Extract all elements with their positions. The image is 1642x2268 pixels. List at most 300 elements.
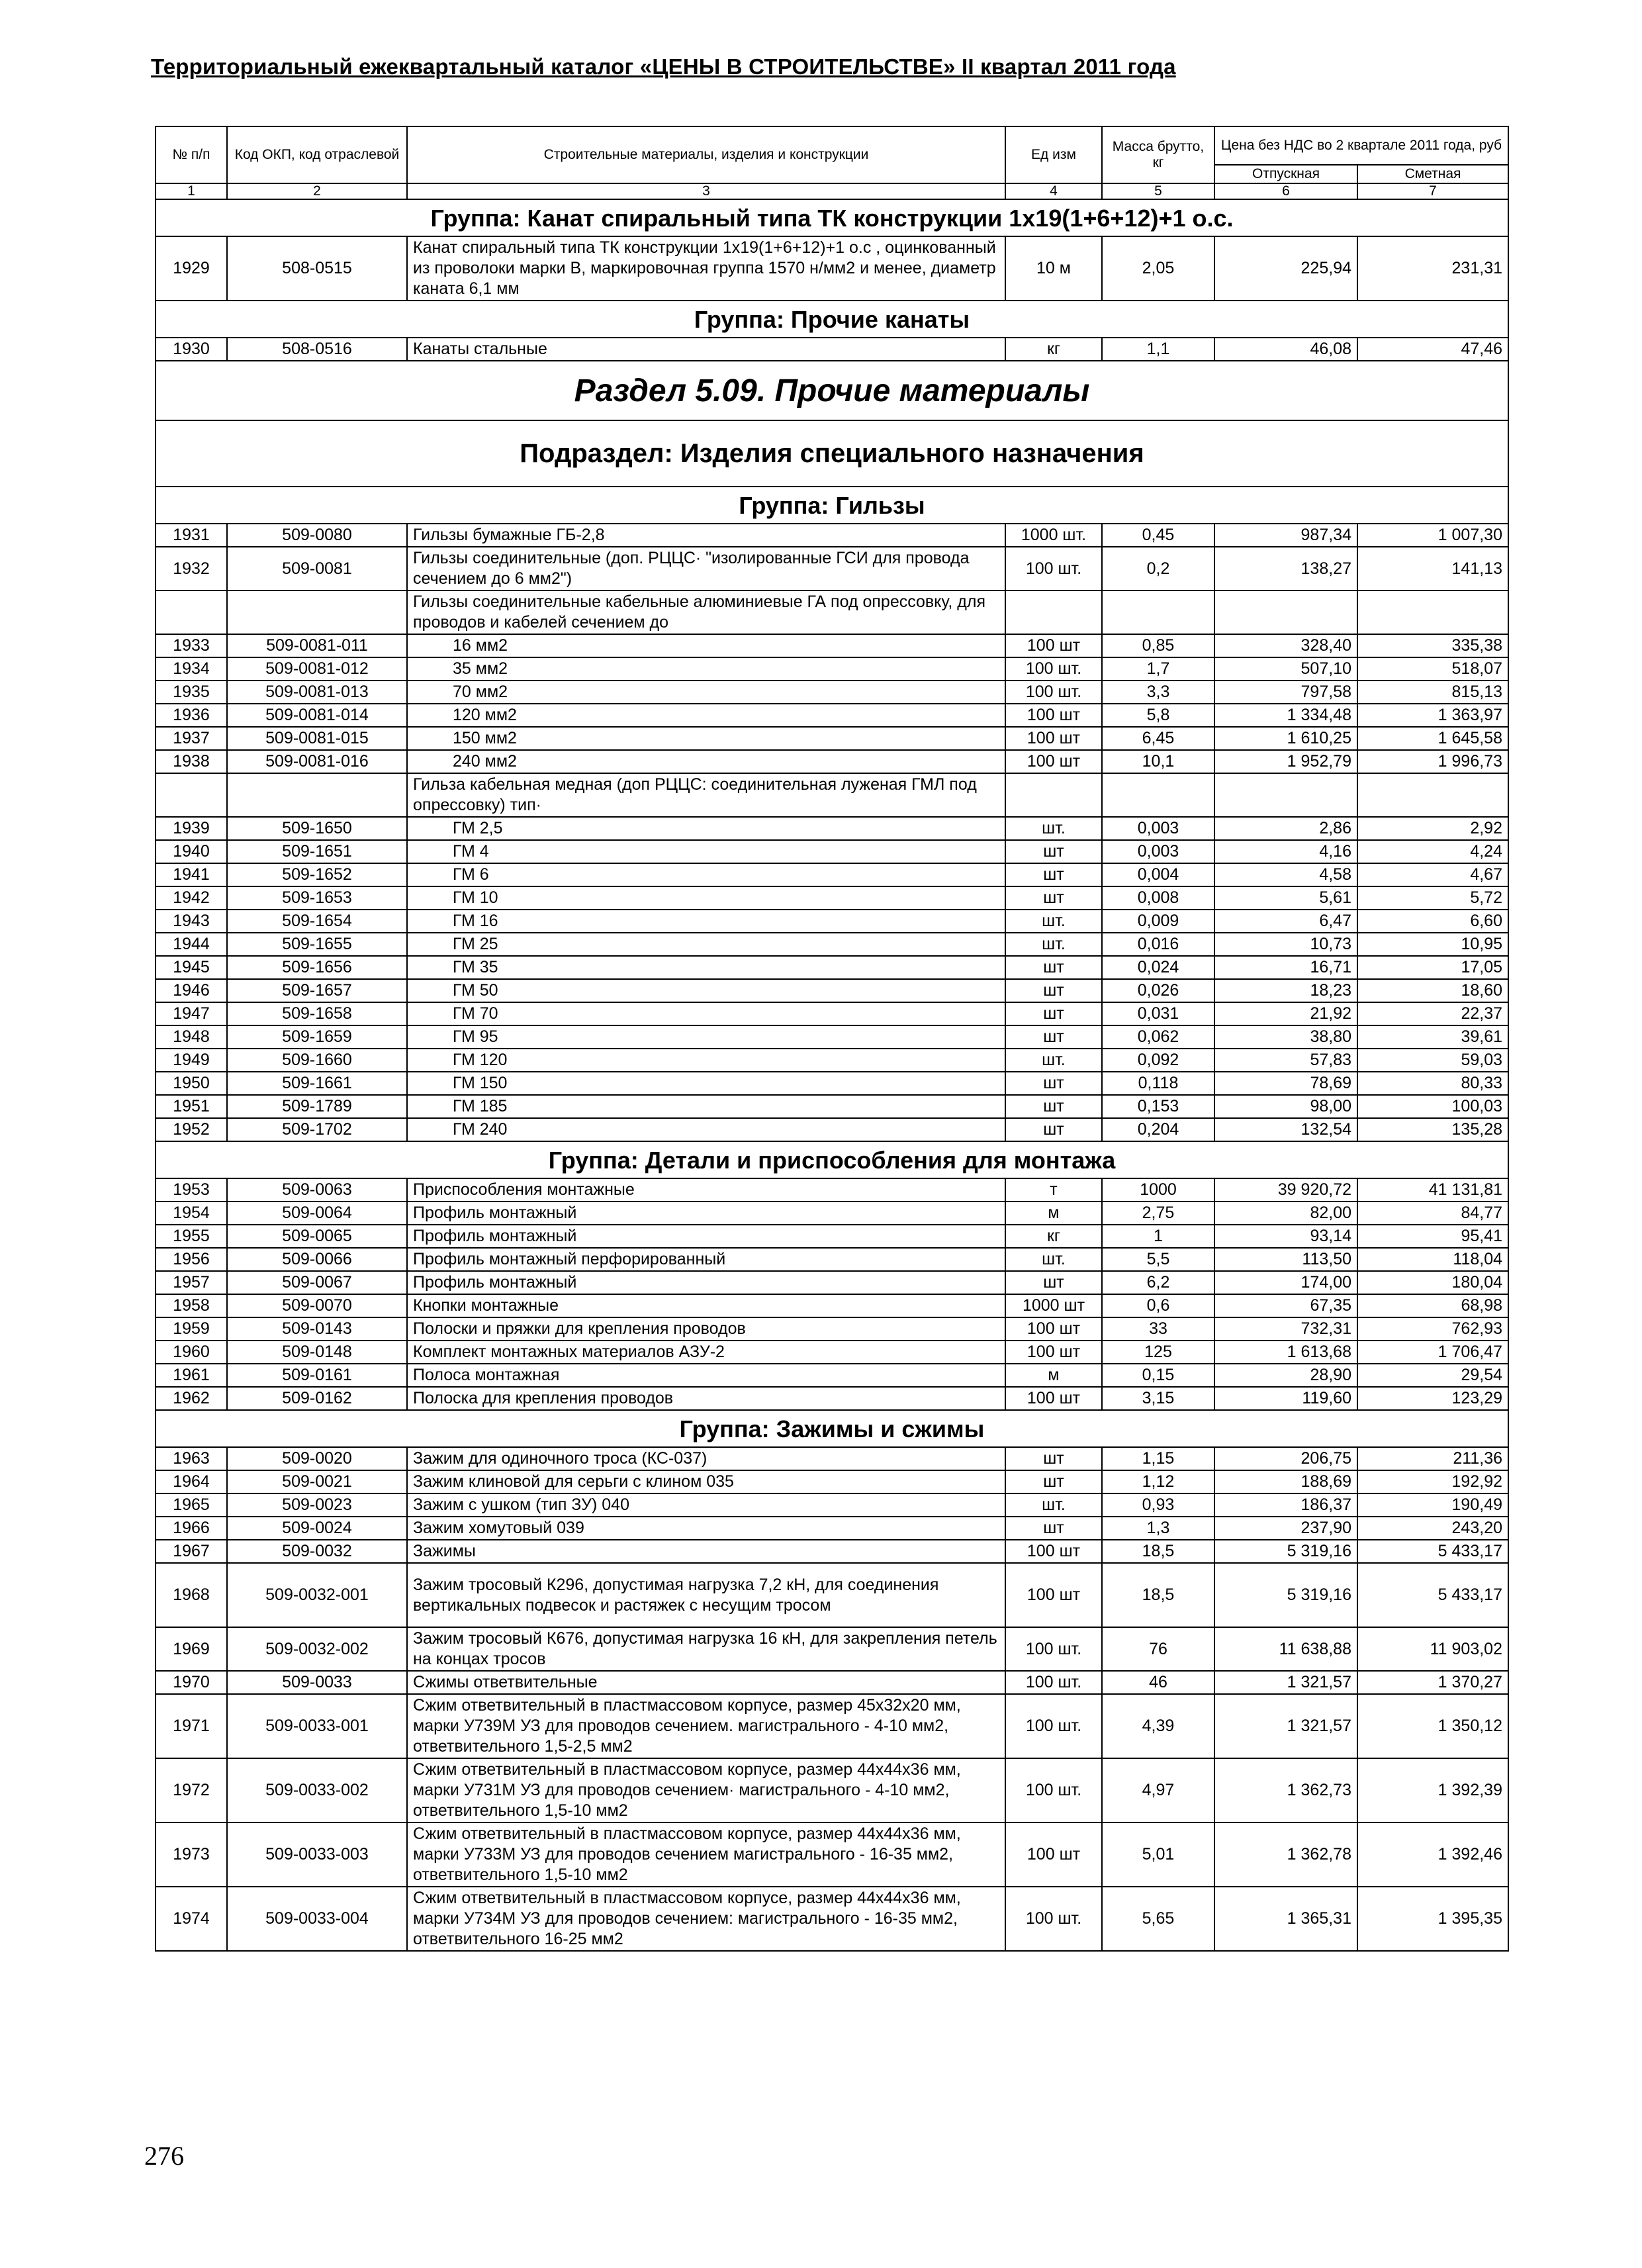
row-mass: 1000	[1102, 1178, 1214, 1202]
table-row	[156, 1002, 1508, 1025]
table-row	[156, 1049, 1508, 1072]
row-number: 1947	[156, 1002, 227, 1025]
row-code: 509-1660	[227, 1049, 407, 1072]
row-unit: шт.	[1005, 1049, 1102, 1072]
row-name: Сжим ответвительный в пластмассовом корпусе, размер 45x32x20 мм, марки У739М УЗ для проводов сечением. магистрального - 4-10 мм2, ответвительного 1,5-2,5 мм2	[407, 1694, 1005, 1758]
row-price-sale: 1 362,78	[1214, 1822, 1357, 1887]
row-code: 509-1658	[227, 1002, 407, 1025]
row-number: 1966	[156, 1517, 227, 1540]
row-unit: шт	[1005, 1447, 1102, 1470]
table-row	[156, 591, 1508, 634]
row-number: 1957	[156, 1271, 227, 1294]
table-row	[156, 773, 1508, 817]
row-mass: 5,5	[1102, 1248, 1214, 1271]
group-heading-row	[156, 199, 1508, 236]
row-price-sale: 119,60	[1214, 1387, 1357, 1410]
row-number: 1955	[156, 1225, 227, 1248]
row-unit: шт.	[1005, 933, 1102, 956]
table-row	[156, 1540, 1508, 1563]
row-unit: шт	[1005, 1025, 1102, 1049]
group-heading: Группа: Прочие канаты	[156, 301, 1508, 338]
row-price-sale: 1 334,48	[1214, 704, 1357, 727]
table-row	[156, 524, 1508, 547]
row-mass: 125	[1102, 1341, 1214, 1364]
column-number: 6	[1214, 183, 1357, 199]
row-name: Сжимы ответвительные	[407, 1671, 1005, 1694]
row-mass: 0,15	[1102, 1364, 1214, 1387]
row-mass: 0,204	[1102, 1118, 1214, 1141]
table-row	[156, 1294, 1508, 1317]
column-number: 1	[156, 183, 227, 199]
row-price-estimate: 100,03	[1357, 1095, 1508, 1118]
row-price-sale: 21,92	[1214, 1002, 1357, 1025]
row-unit: м	[1005, 1364, 1102, 1387]
row-code: 509-0081-011	[227, 634, 407, 657]
row-unit: шт.	[1005, 1493, 1102, 1517]
table-row	[156, 1202, 1508, 1225]
row-number: 1973	[156, 1822, 227, 1887]
row-name: Зажим с ушком (тип ЗУ) 040	[407, 1493, 1005, 1517]
group-heading-row	[156, 1410, 1508, 1447]
row-price-estimate: 1 370,27	[1357, 1671, 1508, 1694]
row-code: 509-0033	[227, 1671, 407, 1694]
row-mass: 1,3	[1102, 1517, 1214, 1540]
row-number: 1936	[156, 704, 227, 727]
table-row	[156, 547, 1508, 591]
column-number: 2	[227, 183, 407, 199]
row-name: 120 мм2	[407, 704, 1005, 727]
table-row	[156, 817, 1508, 840]
row-price-estimate: 39,61	[1357, 1025, 1508, 1049]
row-name: ГМ 240	[407, 1118, 1005, 1141]
row-mass: 5,8	[1102, 704, 1214, 727]
row-price-sale: 225,94	[1214, 236, 1357, 301]
column-header-num: № п/п	[156, 126, 227, 183]
row-number: 1971	[156, 1694, 227, 1758]
row-number: 1945	[156, 956, 227, 979]
row-price-estimate: 5 433,17	[1357, 1563, 1508, 1627]
row-unit: 100 шт	[1005, 1317, 1102, 1341]
row-unit: шт	[1005, 863, 1102, 886]
row-name: Зажимы	[407, 1540, 1005, 1563]
column-number: 3	[407, 183, 1005, 199]
row-code: 509-0024	[227, 1517, 407, 1540]
table-row	[156, 338, 1508, 361]
row-price-estimate: 5,72	[1357, 886, 1508, 910]
table-row	[156, 886, 1508, 910]
row-name: 240 мм2	[407, 750, 1005, 773]
row-name: ГМ 4	[407, 840, 1005, 863]
row-number: 1948	[156, 1025, 227, 1049]
table-row	[156, 1248, 1508, 1271]
row-price-estimate: 17,05	[1357, 956, 1508, 979]
row-unit: 100 шт	[1005, 1822, 1102, 1887]
row-mass: 18,5	[1102, 1563, 1214, 1627]
table-row	[156, 1470, 1508, 1493]
row-number: 1970	[156, 1671, 227, 1694]
row-number: 1967	[156, 1540, 227, 1563]
row-code: 509-1661	[227, 1072, 407, 1095]
row-unit: шт.	[1005, 1248, 1102, 1271]
row-name: Полоски и пряжки для крепления проводов	[407, 1317, 1005, 1341]
row-unit: 100 шт	[1005, 727, 1102, 750]
row-unit: шт	[1005, 886, 1102, 910]
row-mass: 4,97	[1102, 1758, 1214, 1822]
table-row	[156, 1364, 1508, 1387]
row-number: 1929	[156, 236, 227, 301]
subsection-heading-row	[156, 420, 1508, 487]
row-unit: 100 шт	[1005, 704, 1102, 727]
row-code: 509-0148	[227, 1341, 407, 1364]
catalog-header-title: Территориальный ежеквартальный каталог «ЦЕНЫ В СТРОИТЕЛЬСТВЕ» II квартал 2011 года	[151, 54, 1176, 79]
row-price-estimate: 762,93	[1357, 1317, 1508, 1341]
table-row	[156, 236, 1508, 301]
row-code: 509-1653	[227, 886, 407, 910]
column-header-mass: Масса брутто, кг	[1102, 126, 1214, 183]
row-code: 509-1657	[227, 979, 407, 1002]
row-price-sale: 237,90	[1214, 1517, 1357, 1540]
row-price-sale: 1 952,79	[1214, 750, 1357, 773]
row-price-estimate: 118,04	[1357, 1248, 1508, 1271]
row-price-sale: 16,71	[1214, 956, 1357, 979]
row-code: 509-0161	[227, 1364, 407, 1387]
row-unit	[1005, 591, 1102, 634]
row-number: 1949	[156, 1049, 227, 1072]
row-name: ГМ 50	[407, 979, 1005, 1002]
row-price-estimate: 1 350,12	[1357, 1694, 1508, 1758]
row-mass: 0,003	[1102, 840, 1214, 863]
row-number: 1969	[156, 1627, 227, 1671]
row-name: 70 мм2	[407, 681, 1005, 704]
row-name: Комплект монтажных материалов АЗУ-2	[407, 1341, 1005, 1364]
column-header-price-group: Цена без НДС во 2 квартале 2011 года, руб	[1214, 126, 1508, 165]
row-unit: шт	[1005, 1072, 1102, 1095]
group-heading-row	[156, 301, 1508, 338]
row-unit: 1000 шт.	[1005, 524, 1102, 547]
row-price-estimate: 1 392,46	[1357, 1822, 1508, 1887]
row-price-sale: 206,75	[1214, 1447, 1357, 1470]
row-price-estimate: 22,37	[1357, 1002, 1508, 1025]
row-code: 509-1789	[227, 1095, 407, 1118]
column-number: 7	[1357, 183, 1508, 199]
row-mass: 5,01	[1102, 1822, 1214, 1887]
row-number: 1974	[156, 1887, 227, 1951]
row-price-sale: 186,37	[1214, 1493, 1357, 1517]
row-price-estimate	[1357, 773, 1508, 817]
row-code: 509-0081-012	[227, 657, 407, 681]
row-price-estimate: 59,03	[1357, 1049, 1508, 1072]
table-row	[156, 1072, 1508, 1095]
table-row	[156, 1563, 1508, 1627]
row-number: 1953	[156, 1178, 227, 1202]
row-name: Профиль монтажный	[407, 1271, 1005, 1294]
row-price-estimate: 335,38	[1357, 634, 1508, 657]
table-row	[156, 1887, 1508, 1951]
row-mass: 46	[1102, 1671, 1214, 1694]
row-number: 1952	[156, 1118, 227, 1141]
row-code: 509-0081-016	[227, 750, 407, 773]
row-unit: 100 шт.	[1005, 1887, 1102, 1951]
row-price-sale: 18,23	[1214, 979, 1357, 1002]
row-price-estimate: 180,04	[1357, 1271, 1508, 1294]
row-code: 509-0033-003	[227, 1822, 407, 1887]
row-name: ГМ 16	[407, 910, 1005, 933]
table-row	[156, 910, 1508, 933]
table-row	[156, 681, 1508, 704]
row-price-estimate: 135,28	[1357, 1118, 1508, 1141]
row-mass	[1102, 591, 1214, 634]
row-name: ГМ 6	[407, 863, 1005, 886]
table-row	[156, 727, 1508, 750]
row-mass	[1102, 773, 1214, 817]
row-code: 509-0064	[227, 1202, 407, 1225]
row-unit: 100 шт	[1005, 1540, 1102, 1563]
row-price-estimate: 231,31	[1357, 236, 1508, 301]
column-header-price-sale: Отпускная	[1214, 165, 1357, 183]
row-mass: 0,118	[1102, 1072, 1214, 1095]
row-number: 1938	[156, 750, 227, 773]
row-price-sale: 328,40	[1214, 634, 1357, 657]
row-number: 1961	[156, 1364, 227, 1387]
row-price-estimate: 18,60	[1357, 979, 1508, 1002]
row-code: 509-0162	[227, 1387, 407, 1410]
row-unit: м	[1005, 1202, 1102, 1225]
row-code: 509-0033-002	[227, 1758, 407, 1822]
row-number	[156, 591, 227, 634]
row-code: 509-0081-015	[227, 727, 407, 750]
row-code: 508-0515	[227, 236, 407, 301]
row-unit: кг	[1005, 1225, 1102, 1248]
row-unit: шт.	[1005, 817, 1102, 840]
table-row	[156, 1627, 1508, 1671]
row-unit: 100 шт	[1005, 1341, 1102, 1364]
row-price-sale: 5 319,16	[1214, 1540, 1357, 1563]
row-name: Гильзы соединительные (доп. РЦЦС· "изолированные ГСИ для провода сечением до 6 мм2")	[407, 547, 1005, 591]
row-price-estimate: 2,92	[1357, 817, 1508, 840]
row-number: 1932	[156, 547, 227, 591]
row-price-estimate: 68,98	[1357, 1294, 1508, 1317]
row-price-estimate: 47,46	[1357, 338, 1508, 361]
row-price-sale: 93,14	[1214, 1225, 1357, 1248]
row-name: Зажим тросовый К296, допустимая нагрузка 7,2 кН, для соединения вертикальных подвесок и растяжек с несущим тросом	[407, 1563, 1005, 1627]
table-row	[156, 956, 1508, 979]
row-mass: 3,3	[1102, 681, 1214, 704]
row-mass: 0,009	[1102, 910, 1214, 933]
row-price-sale: 39 920,72	[1214, 1178, 1357, 1202]
row-code	[227, 773, 407, 817]
row-unit: 10 м	[1005, 236, 1102, 301]
row-code: 509-0021	[227, 1470, 407, 1493]
table-row	[156, 979, 1508, 1002]
row-mass: 2,05	[1102, 236, 1214, 301]
row-name: Канаты стальные	[407, 338, 1005, 361]
row-unit: 100 шт.	[1005, 547, 1102, 591]
row-code: 509-0070	[227, 1294, 407, 1317]
table-row	[156, 1671, 1508, 1694]
row-unit: шт	[1005, 1271, 1102, 1294]
row-number: 1930	[156, 338, 227, 361]
row-mass: 3,15	[1102, 1387, 1214, 1410]
row-name: Сжим ответвительный в пластмассовом корпусе, размер 44x44x36 мм, марки У734М УЗ для проводов сечением: магистрального - 16-35 мм2, ответвительного 16-25 мм2	[407, 1887, 1005, 1951]
row-mass: 76	[1102, 1627, 1214, 1671]
row-name: ГМ 120	[407, 1049, 1005, 1072]
row-price-sale: 38,80	[1214, 1025, 1357, 1049]
column-header-unit: Ед изм	[1005, 126, 1102, 183]
group-heading-row	[156, 487, 1508, 524]
row-code: 509-1650	[227, 817, 407, 840]
row-number: 1931	[156, 524, 227, 547]
row-code: 509-0063	[227, 1178, 407, 1202]
row-name: Зажим для одиночного троса (КС-037)	[407, 1447, 1005, 1470]
row-number: 1964	[156, 1470, 227, 1493]
row-number: 1958	[156, 1294, 227, 1317]
row-name: ГМ 2,5	[407, 817, 1005, 840]
row-name: Профиль монтажный	[407, 1202, 1005, 1225]
table-row	[156, 1694, 1508, 1758]
row-mass: 1,12	[1102, 1470, 1214, 1493]
row-name: Зажим клиновой для серьги с клином 035	[407, 1470, 1005, 1493]
row-number: 1950	[156, 1072, 227, 1095]
row-price-sale	[1214, 773, 1357, 817]
row-price-estimate: 6,60	[1357, 910, 1508, 933]
row-code: 509-0066	[227, 1248, 407, 1271]
row-name: Приспособления монтажные	[407, 1178, 1005, 1202]
group-heading: Группа: Гильзы	[156, 487, 1508, 524]
row-name: Гильзы бумажные ГБ-2,8	[407, 524, 1005, 547]
row-code: 509-0032-002	[227, 1627, 407, 1671]
row-number: 1962	[156, 1387, 227, 1410]
row-price-sale: 28,90	[1214, 1364, 1357, 1387]
row-number: 1963	[156, 1447, 227, 1470]
row-price-sale: 1 321,57	[1214, 1694, 1357, 1758]
row-price-estimate: 123,29	[1357, 1387, 1508, 1410]
row-name: Зажим тросовый К676, допустимая нагрузка 16 кН, для закрепления петель на концах тросов	[407, 1627, 1005, 1671]
row-number: 1934	[156, 657, 227, 681]
page-number: 276	[144, 2141, 184, 2171]
row-number: 1939	[156, 817, 227, 840]
row-price-estimate	[1357, 591, 1508, 634]
row-code: 509-0065	[227, 1225, 407, 1248]
row-unit: шт	[1005, 1470, 1102, 1493]
row-mass: 0,93	[1102, 1493, 1214, 1517]
row-price-sale: 113,50	[1214, 1248, 1357, 1271]
row-price-estimate: 1 996,73	[1357, 750, 1508, 773]
row-price-sale: 5 319,16	[1214, 1563, 1357, 1627]
row-code: 509-0033-001	[227, 1694, 407, 1758]
table-row	[156, 1025, 1508, 1049]
row-unit: 1000 шт	[1005, 1294, 1102, 1317]
row-price-estimate: 1 363,97	[1357, 704, 1508, 727]
row-unit: шт	[1005, 956, 1102, 979]
row-unit: шт	[1005, 1002, 1102, 1025]
row-price-estimate: 815,13	[1357, 681, 1508, 704]
table-row	[156, 657, 1508, 681]
row-mass: 0,004	[1102, 863, 1214, 886]
row-name: Гильзы соединительные кабельные алюминиевые ГА под опрессовку, для проводов и кабелей сечением до	[407, 591, 1005, 634]
row-number	[156, 773, 227, 817]
row-number: 1965	[156, 1493, 227, 1517]
price-table	[155, 126, 1509, 1952]
row-name: ГМ 35	[407, 956, 1005, 979]
row-price-sale: 5,61	[1214, 886, 1357, 910]
table-row	[156, 750, 1508, 773]
row-mass: 0,2	[1102, 547, 1214, 591]
row-unit: шт	[1005, 1517, 1102, 1540]
row-number: 1959	[156, 1317, 227, 1341]
row-name: Сжим ответвительный в пластмассовом корпусе, размер 44x44x36 мм, марки У733М УЗ для проводов сечением магистрального - 16-35 мм2, ответвительного 1,5-10 мм2	[407, 1822, 1005, 1887]
row-unit: 100 шт.	[1005, 657, 1102, 681]
group-heading: Группа: Канат спиральный типа ТК конструкции 1x19(1+6+12)+1 о.с.	[156, 199, 1508, 236]
row-name: ГМ 150	[407, 1072, 1005, 1095]
row-price-estimate: 1 007,30	[1357, 524, 1508, 547]
row-mass: 0,6	[1102, 1294, 1214, 1317]
row-code: 509-0143	[227, 1317, 407, 1341]
row-name: Профиль монтажный перфорированный	[407, 1248, 1005, 1271]
column-number: 5	[1102, 183, 1214, 199]
row-mass: 0,45	[1102, 524, 1214, 547]
row-price-estimate: 41 131,81	[1357, 1178, 1508, 1202]
row-mass: 0,016	[1102, 933, 1214, 956]
table-row	[156, 863, 1508, 886]
row-code: 509-1651	[227, 840, 407, 863]
row-name: Зажим хомутовый 039	[407, 1517, 1005, 1540]
row-name: ГМ 70	[407, 1002, 1005, 1025]
row-code	[227, 591, 407, 634]
row-number: 1943	[156, 910, 227, 933]
table-row	[156, 1225, 1508, 1248]
row-name: ГМ 25	[407, 933, 1005, 956]
row-name: ГМ 185	[407, 1095, 1005, 1118]
row-price-sale: 78,69	[1214, 1072, 1357, 1095]
row-name: Полоска для крепления проводов	[407, 1387, 1005, 1410]
row-number: 1935	[156, 681, 227, 704]
row-number: 1951	[156, 1095, 227, 1118]
row-code: 509-0080	[227, 524, 407, 547]
row-unit: 100 шт	[1005, 750, 1102, 773]
row-price-sale: 82,00	[1214, 1202, 1357, 1225]
row-mass: 0,024	[1102, 956, 1214, 979]
row-price-sale: 174,00	[1214, 1271, 1357, 1294]
row-name: Кнопки монтажные	[407, 1294, 1005, 1317]
row-number: 1944	[156, 933, 227, 956]
row-name: ГМ 95	[407, 1025, 1005, 1049]
row-number: 1940	[156, 840, 227, 863]
row-price-estimate: 11 903,02	[1357, 1627, 1508, 1671]
row-name: 35 мм2	[407, 657, 1005, 681]
row-mass: 0,85	[1102, 634, 1214, 657]
group-heading-row	[156, 1141, 1508, 1178]
row-mass: 1	[1102, 1225, 1214, 1248]
row-number: 1933	[156, 634, 227, 657]
row-price-sale: 797,58	[1214, 681, 1357, 704]
row-unit: шт.	[1005, 910, 1102, 933]
table-row	[156, 704, 1508, 727]
row-number: 1946	[156, 979, 227, 1002]
row-name: 16 мм2	[407, 634, 1005, 657]
table-row	[156, 1387, 1508, 1410]
section-heading: Раздел 5.09. Прочие материалы	[156, 361, 1508, 420]
row-code: 509-0081-014	[227, 704, 407, 727]
table-row	[156, 933, 1508, 956]
column-header-name: Строительные материалы, изделия и конструкции	[407, 126, 1005, 183]
row-price-sale: 132,54	[1214, 1118, 1357, 1141]
row-unit: 100 шт	[1005, 634, 1102, 657]
row-price-sale: 4,58	[1214, 863, 1357, 886]
table-row	[156, 1822, 1508, 1887]
row-mass: 0,026	[1102, 979, 1214, 1002]
row-price-estimate: 243,20	[1357, 1517, 1508, 1540]
row-price-sale: 67,35	[1214, 1294, 1357, 1317]
